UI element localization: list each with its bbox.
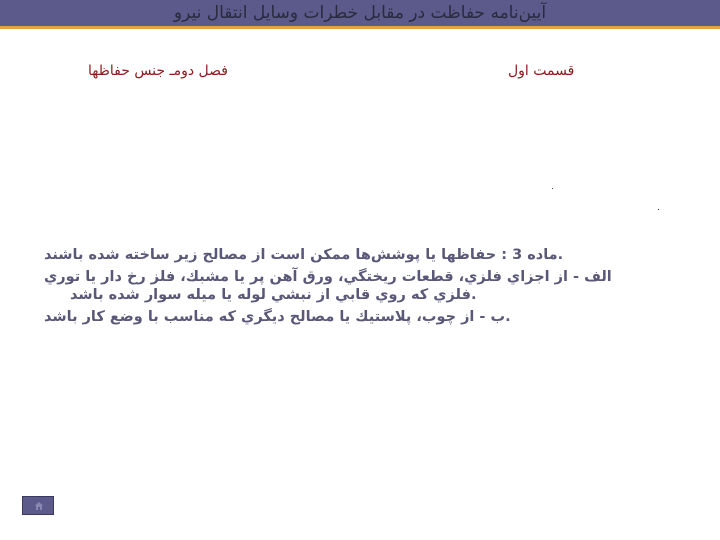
article-heading: .ماده 3 : حفاظها يا پوشش‌ها ممكن است از مصالح زير ساخته شده باشند — [44, 247, 564, 263]
article-item-b: .ب - از چوب، پلاستيك يا مصالح ديگري كه مناسب با وضع كار باشد — [44, 309, 511, 325]
article-item-a-line1: الف - از اجزاي فلزي، قطعات ريختگي، ورق آهن پر يا مشبك، فلز رخ دار يا توري — [44, 269, 612, 285]
home-icon — [35, 502, 43, 510]
stray-dot — [658, 209, 659, 210]
part-label: قسمت اول — [508, 63, 575, 79]
title-bar — [0, 0, 720, 29]
article-content — [44, 246, 680, 330]
page-title: آيين‌نامه حفاظت در مقابل خطرات وسايل انتقال نيرو — [173, 3, 547, 23]
stray-dot — [552, 188, 553, 189]
home-button[interactable] — [22, 496, 54, 515]
article-item-a — [44, 268, 680, 304]
article-item-a-line2: .فلزي كه روي قابي از نبشي لوله يا ميله سوار شده باشد — [70, 287, 477, 303]
chapter-label: فصل دومـ جنس حفاظها — [88, 63, 228, 79]
